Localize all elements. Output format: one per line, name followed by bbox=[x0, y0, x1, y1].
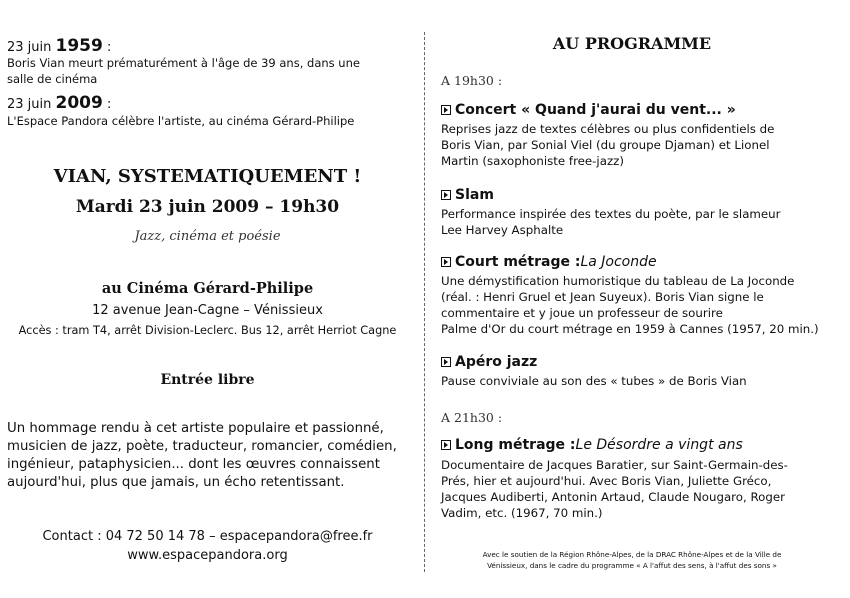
arrow-box-icon bbox=[441, 357, 451, 367]
time-2130: A 21h30 : bbox=[441, 410, 503, 425]
program-heading: AU PROGRAMME bbox=[552, 34, 712, 53]
event-long-film-desc: Documentaire de Jacques Baratier, sur Saint-Germain-des- Prés, hier et aujourd'hui. Avec Boris Vian, Juliette Gréco, Jacques Audiberti, Antonin Artaud, Claude Nougaro, Roger Vadim, etc. (1967, 70 min.) bbox=[441, 458, 788, 520]
event-apero-desc: Pause conviviale au son des « tubes » de Boris Vian bbox=[441, 374, 747, 388]
arrow-box-icon bbox=[441, 190, 451, 200]
event-title: VIAN, SYSTEMATIQUEMENT ! bbox=[53, 166, 362, 187]
event-apero-heading: Apéro jazz bbox=[441, 354, 537, 370]
date-1959: 23 juin 1959 : bbox=[7, 36, 112, 56]
entry-free: Entrée libre bbox=[160, 372, 255, 388]
hommage-text: Un hommage rendu à cet artiste populaire et passionné, musicien de jazz, poète, traducteur, romancier, comédien, ingénieur, pataphysicien... dont les œuvres connaissent aujourd'hui, plus que jamais, un écho retentissant. bbox=[7, 421, 397, 490]
event-short-film-desc: Une démystification humoristique du tableau de La Joconde (réal. : Henri Gruel et Jean Suyeux). Boris Vian signe le commentaire et y joue un professeur de sourire Palme d'Or du court métrage en 1959 à Cannes (1957, 20 min.) bbox=[441, 274, 819, 336]
contact-line: Contact : 04 72 50 14 78 – espacepandora@free.fr bbox=[42, 529, 373, 544]
event-concert-heading: Concert « Quand j'aurai du vent... » bbox=[441, 102, 736, 118]
event-slam-heading: Slam bbox=[441, 187, 494, 203]
event-date: Mardi 23 juin 2009 – 19h30 bbox=[75, 197, 340, 217]
event-slam-desc: Performance inspirée des textes du poète, par le slameur Lee Harvey Asphalte bbox=[441, 207, 781, 237]
arrow-box-icon bbox=[441, 105, 451, 115]
event-tagline: Jazz, cinéma et poésie bbox=[134, 229, 281, 244]
sponsor-note: Avec le soutien de la Région Rhône-Alpes, de la DRAC Rhône-Alpes et de la Ville de Vénissieux, dans le cadre du programme « A l'affut des sens, à l'affut des sons » bbox=[482, 550, 782, 570]
column-divider bbox=[424, 32, 425, 572]
venue-access: Accès : tram T4, arrêt Division-Leclerc. Bus 12, arrêt Herriot Cagne bbox=[18, 324, 397, 337]
date-2009: 23 juin 2009 : bbox=[7, 93, 112, 113]
event-concert-desc: Reprises jazz de textes célèbres ou plus confidentiels de Boris Vian, par Sonial Viel (du groupe Djaman) et Lionel Martin (saxophoniste free-jazz) bbox=[441, 122, 775, 168]
website-link[interactable]: www.espacepandora.org bbox=[127, 548, 288, 563]
note-2009: L'Espace Pandora célèbre l'artiste, au cinéma Gérard-Philipe bbox=[7, 114, 355, 128]
event-long-film-heading: Long métrage : Le Désordre a vingt ans bbox=[441, 437, 743, 453]
venue-address: 12 avenue Jean-Cagne – Vénissieux bbox=[92, 303, 323, 318]
note-1959: Boris Vian meurt prématurément à l'âge de 39 ans, dans une salle de cinéma bbox=[7, 56, 360, 86]
time-1930: A 19h30 : bbox=[441, 73, 503, 88]
event-short-film-heading: Court métrage : La Joconde bbox=[441, 254, 657, 270]
arrow-box-icon bbox=[441, 440, 451, 450]
venue-name: au Cinéma Gérard-Philipe bbox=[101, 280, 314, 297]
arrow-box-icon bbox=[441, 257, 451, 267]
